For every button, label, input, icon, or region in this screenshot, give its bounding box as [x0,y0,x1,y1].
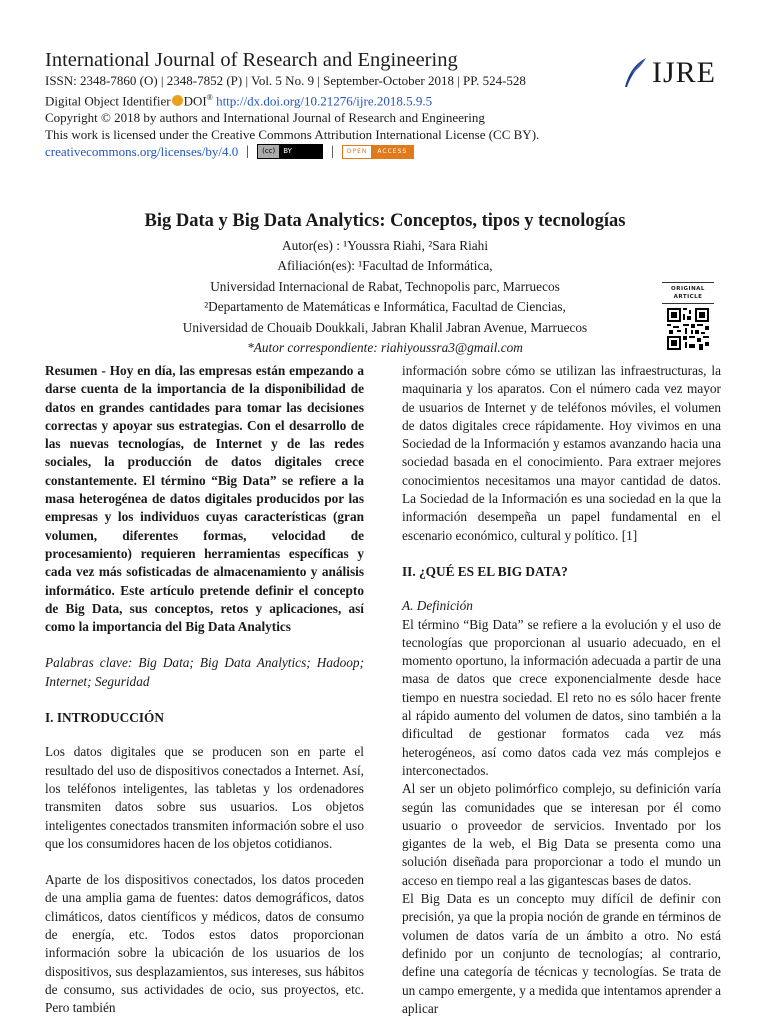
doi-line [45,89,605,109]
cc-license-link[interactable]: creativecommons.org/licenses/by/4.0 [45,144,239,160]
doi-mark: DOI [183,93,207,109]
qr-code-icon[interactable] [667,308,709,350]
doi-registered: ® [206,93,213,102]
badge-line-1: ORIGINAL [671,286,705,292]
subsection-heading-definition: A. Definición [402,598,473,614]
oa-right: ACCESS [371,146,413,158]
journal-title: International Journal of Research and Engineering [45,49,458,71]
intro-paragraph-3: información sobre cómo se utilizan las infraestructuras, la maquinaria y los aparatos. Con el número cada vez mayor de usuarios de Internet y de teléfonos móviles, el volumen de datos digitales crece rápidamente. Hoy vivimos en una Sociedad de la Información y estamos avanzando hacia una sociedad basada en el conocimiento. Para extraer mejores conocimientos necesitamos una mayor cantidad de datos. La Sociedad de la Información es una sociedad en la que la información desempeña un papel fundamental en el escenario económico, cultural y político. [1] [402,363,721,543]
original-article-label [662,282,714,304]
affiliation-2b: Universidad de Chouaib Doukkali, Jabran Khalil Jabran Avenue, Marruecos [182,319,588,335]
keywords-label: Palabras clave: [45,655,133,671]
paper-title: Big Data y Big Data Analytics: Conceptos, tipos y tecnologías [144,211,626,231]
keywords-list: Big Data; Big Data Analytics; Hadoop; Internet; Seguridad [45,655,364,689]
intro-paragraph-1: Los datos digitales que se producen son en parte el resultado del uso de dispositivos conectados a Internet. Así, los teléfonos inteligentes, las tabletas y los ordenadores transmiten datos sobre sus usuarios. Los objetos inteligentes conectados transmiten información sobre el uso que los consumidores hacen de los objetos cotidianos. [45,744,364,851]
cc-by-badge-icon [257,144,323,159]
authors: Autor(es) : ¹Youssra Riahi, ²Sara Riahi [281,238,489,253]
abstract: Resumen - Hoy en día, las empresas están empezando a darse cuenta de la importancia de la disponibilidad de datos en grandes cantidades para tomar las decisiones correctas y apoyar sus estrategias. Con el desarrollo de las nuevas tecnologías, de Internet y de las redes sociales, la producción de datos digitales crece constantemente. El término “Big Data” se refiere a la masa heterogénea de datos digitales producidos por las empresas y los individuos cuyas características (gran volumen, diferentes formas, velocidad de procesamiento) requieren herramientas específicas y cada vez más sofisticadas de almacenamiento y análisis informático. Este artículo pretende definir el concepto de Big Data, sus conceptos, retos y aplicaciones, así como la importancia del Big Data Analytics [45,363,364,635]
left-column [45,362,364,1018]
badge-line-2: ARTICLE [673,294,703,300]
logo-text: IJRE [652,56,716,89]
license-row [45,143,605,160]
affiliation-1b: Universidad Internacional de Rabat, Technopolis parc, Marruecos [210,278,560,294]
doi-label: Digital Object Identifier [45,93,171,109]
affiliation-1: Afiliación(es): ¹Facultad de Informática, [277,258,493,274]
doi-badge-icon [172,95,183,106]
section-heading-introduction: I. INTRODUCCIÓN [45,710,164,726]
issn-line: ISSN: 2348-7860 (O) | 2348-7852 (P) | Vol. 5 No. 9 | September-October 2018 | PP. 524-528 [45,73,526,88]
definition-paragraph-1: El término “Big Data” se refiere a la evolución y el uso de tecnologías que proporcionan al usuario adecuado, en el momento oportuno, la información adecuada a partir de una masa de datos que crece exponencialmente desde hace tiempo en nuestra sociedad. El reto no es sólo hacer frente al rápido aumento del volumen de datos, sino también a la dificultad de gestionar formatos cada vez más heterogéneos, así como datos cada vez más complejos e interconectados. [402,616,721,778]
original-article-badge [662,282,714,355]
intro-paragraph-2: Aparte de los dispositivos conectados, los datos proceden de una amplia gama de fuentes: datos demográficos, datos climáticos, datos científicos y médicos, datos de consumo de energía, etc. Todos estos datos proporcionan información sobre la ubicación de los usuarios de los dispositivos, sus desplazamientos, sus intereses, sus hábitos de consumo, sus actividades de ocio, sus proyectos, etc. Pero también [45,872,364,1016]
copyright-line: Copyright © 2018 by authors and International Journal of Research and Engineering [45,110,485,126]
definition-paragraph-2: Al ser un objeto polimórfico complejo, su definición varía según las comunidades que se interesan por él como usuario o proveedor de servicios. Inventado por los gigantes de la web, el Big Data se presenta como una solución diseñada para proporcionar a todo el mundo un acceso en tiempo real a las gigantescas bases de datos. [402,781,721,888]
ijre-logo [622,56,716,90]
affiliation-2: ²Departamento de Matemáticas e Informática, Facultad de Ciencias, [204,299,566,315]
quill-pen-icon [622,57,648,89]
journal-header [45,48,605,160]
keywords [45,654,364,691]
right-column [402,362,721,1018]
doi-link[interactable]: http://dx.doi.org/10.21276/ijre.2018.5.9.5 [216,93,433,109]
section-heading-what-is-big-data: II. ¿QUÉ ES EL BIG DATA? [402,563,568,579]
cc-badge-left: (cc) [258,145,279,158]
separator: | [246,144,250,160]
open-access-badge-icon [342,145,414,159]
license-line: This work is licensed under the Creative Commons Attribution International License (CC BY). [45,127,540,143]
separator: | [330,144,334,160]
cc-badge-right: BY [279,145,322,158]
corresponding-author: *Autor correspondiente: riahiyoussra3@gmail.com [247,340,523,356]
paper-title-block [45,208,725,358]
definition-paragraph-3: El Big Data es un concepto muy difícil de definir con precisión, ya que la propia noción de grande en términos de volumen de datos varía de un ámbito a otro. No está definido por un conjunto de tecnologías; al contrario, define una categoría de técnicas y tecnologías. Se trata de un campo emergente, y a medida que intentamos aprender a aplicar [402,891,721,1016]
oa-left: OPEN [343,146,372,158]
